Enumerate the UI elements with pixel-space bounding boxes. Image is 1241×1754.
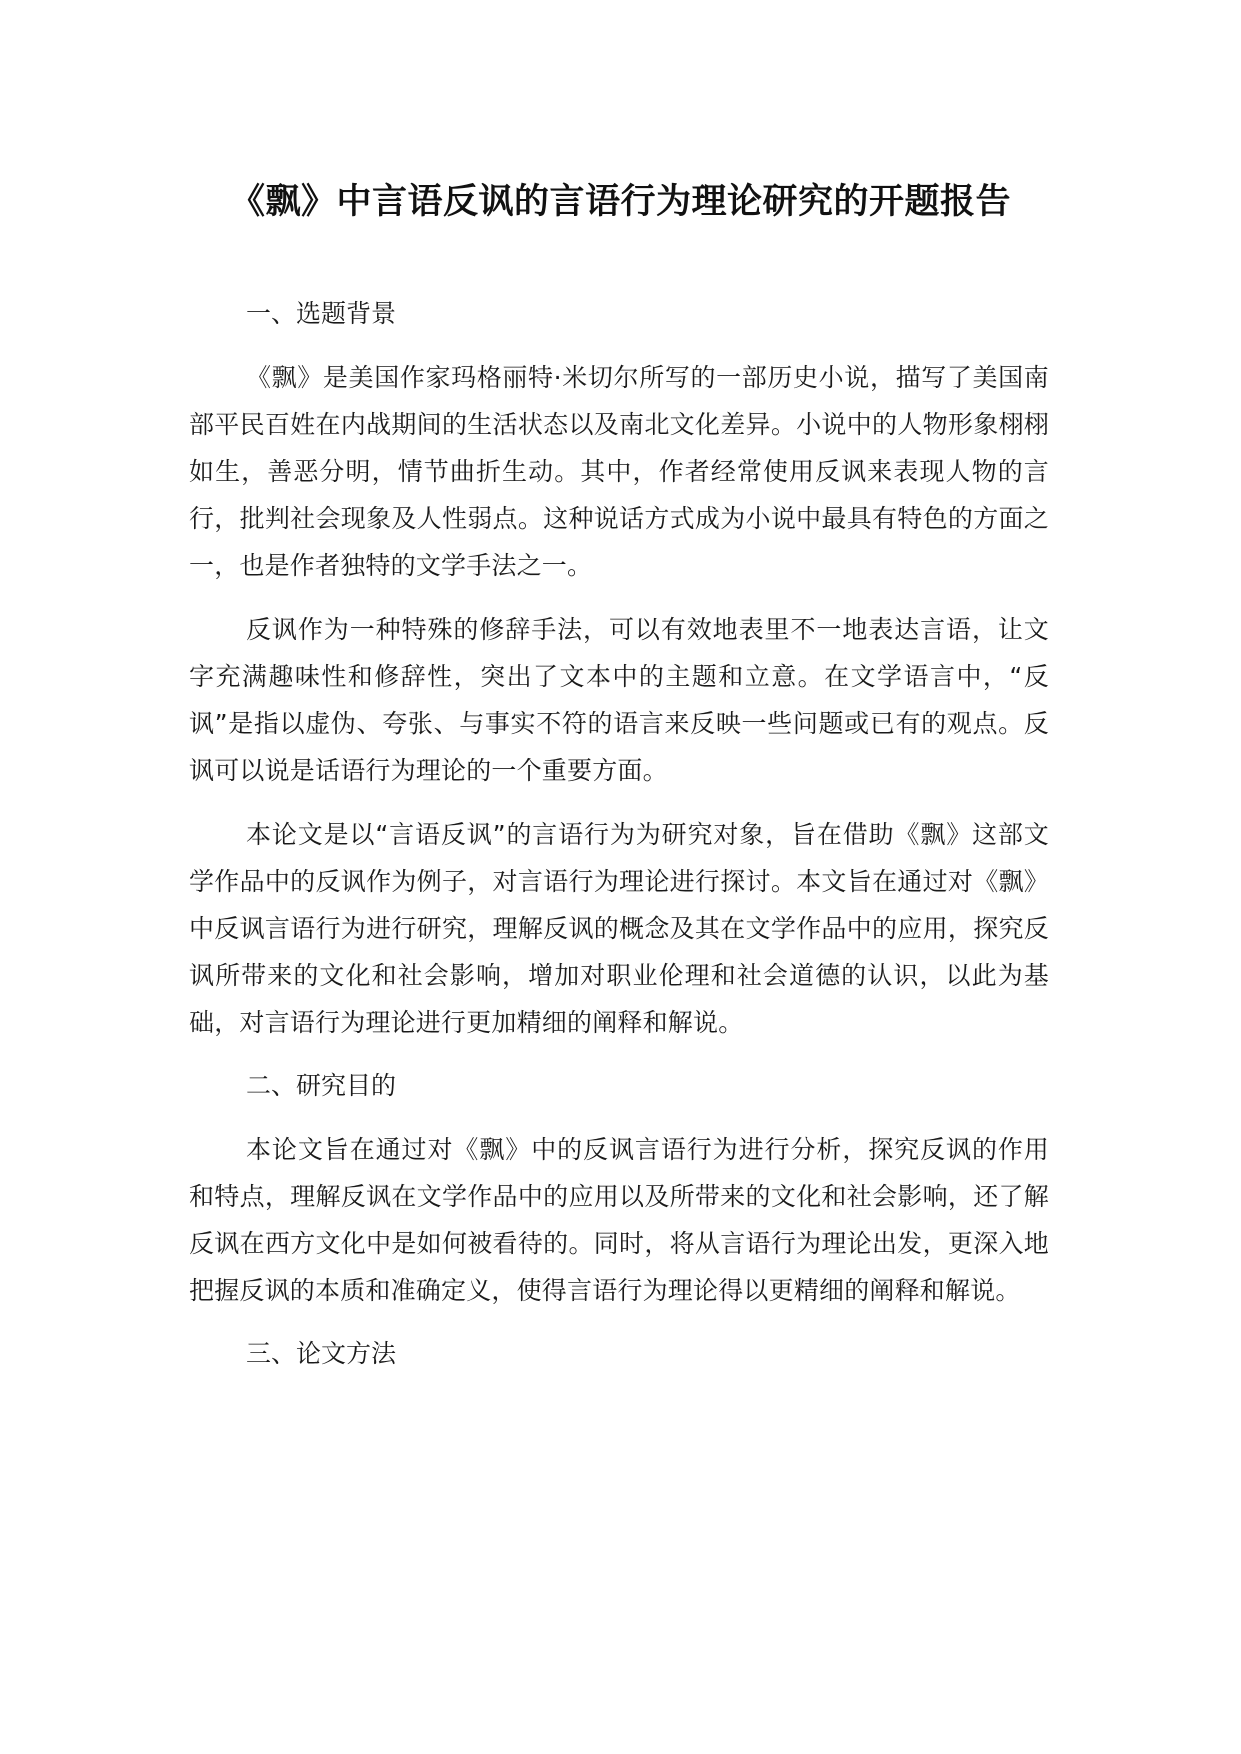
paragraph: 本论文是以“言语反讽”的言语行为为研究对象，旨在借助《飘》这部文学作品中的反讽作为例子，对言语行为理论进行探讨。本文旨在通过对《飘》中反讽言语行为进行研究，理解反讽的概念及其在文学作品中的应用，探究反讽所带来的文化和社会影响，增加对职业伦理和社会道德的认识，以此为基础，对言语行为理论进行更加精细的阐释和解说。 xyxy=(189,820,1049,1037)
document-title: 《飘》中言语反讽的言语行为理论研究的开题报告 xyxy=(229,182,1011,222)
section-heading-methods: 三、论文方法 xyxy=(246,1339,397,1368)
document-body xyxy=(189,291,1049,1377)
section-heading-purpose: 二、研究目的 xyxy=(246,1071,397,1100)
paragraph: 《飘》是美国作家玛格丽特·米切尔所写的一部历史小说，描写了美国南部平民百姓在内战期间的生活状态以及南北文化差异。小说中的人物形象栩栩如生，善恶分明，情节曲折生动。其中，作者经常使用反讽来表现人物的言行，批判社会现象及人性弱点。这种说话方式成为小说中最具有特色的方面之一，也是作者独特的文学手法之一。 xyxy=(189,363,1049,580)
paragraph: 反讽作为一种特殊的修辞手法，可以有效地表里不一地表达言语，让文字充满趣味性和修辞性，突出了文本中的主题和立意。在文学语言中，“反讽”是指以虚伪、夸张、与事实不符的语言来反映一些问题或已有的观点。反讽可以说是话语行为理论的一个重要方面。 xyxy=(189,615,1049,785)
paragraph: 本论文旨在通过对《飘》中的反讽言语行为进行分析，探究反讽的作用和特点，理解反讽在文学作品中的应用以及所带来的文化和社会影响，还了解反讽在西方文化中是如何被看待的。同时，将从言语行为理论出发，更深入地把握反讽的本质和准确定义，使得言语行为理论得以更精细的阐释和解说。 xyxy=(189,1135,1049,1305)
section-heading-background: 一、选题背景 xyxy=(246,299,397,328)
